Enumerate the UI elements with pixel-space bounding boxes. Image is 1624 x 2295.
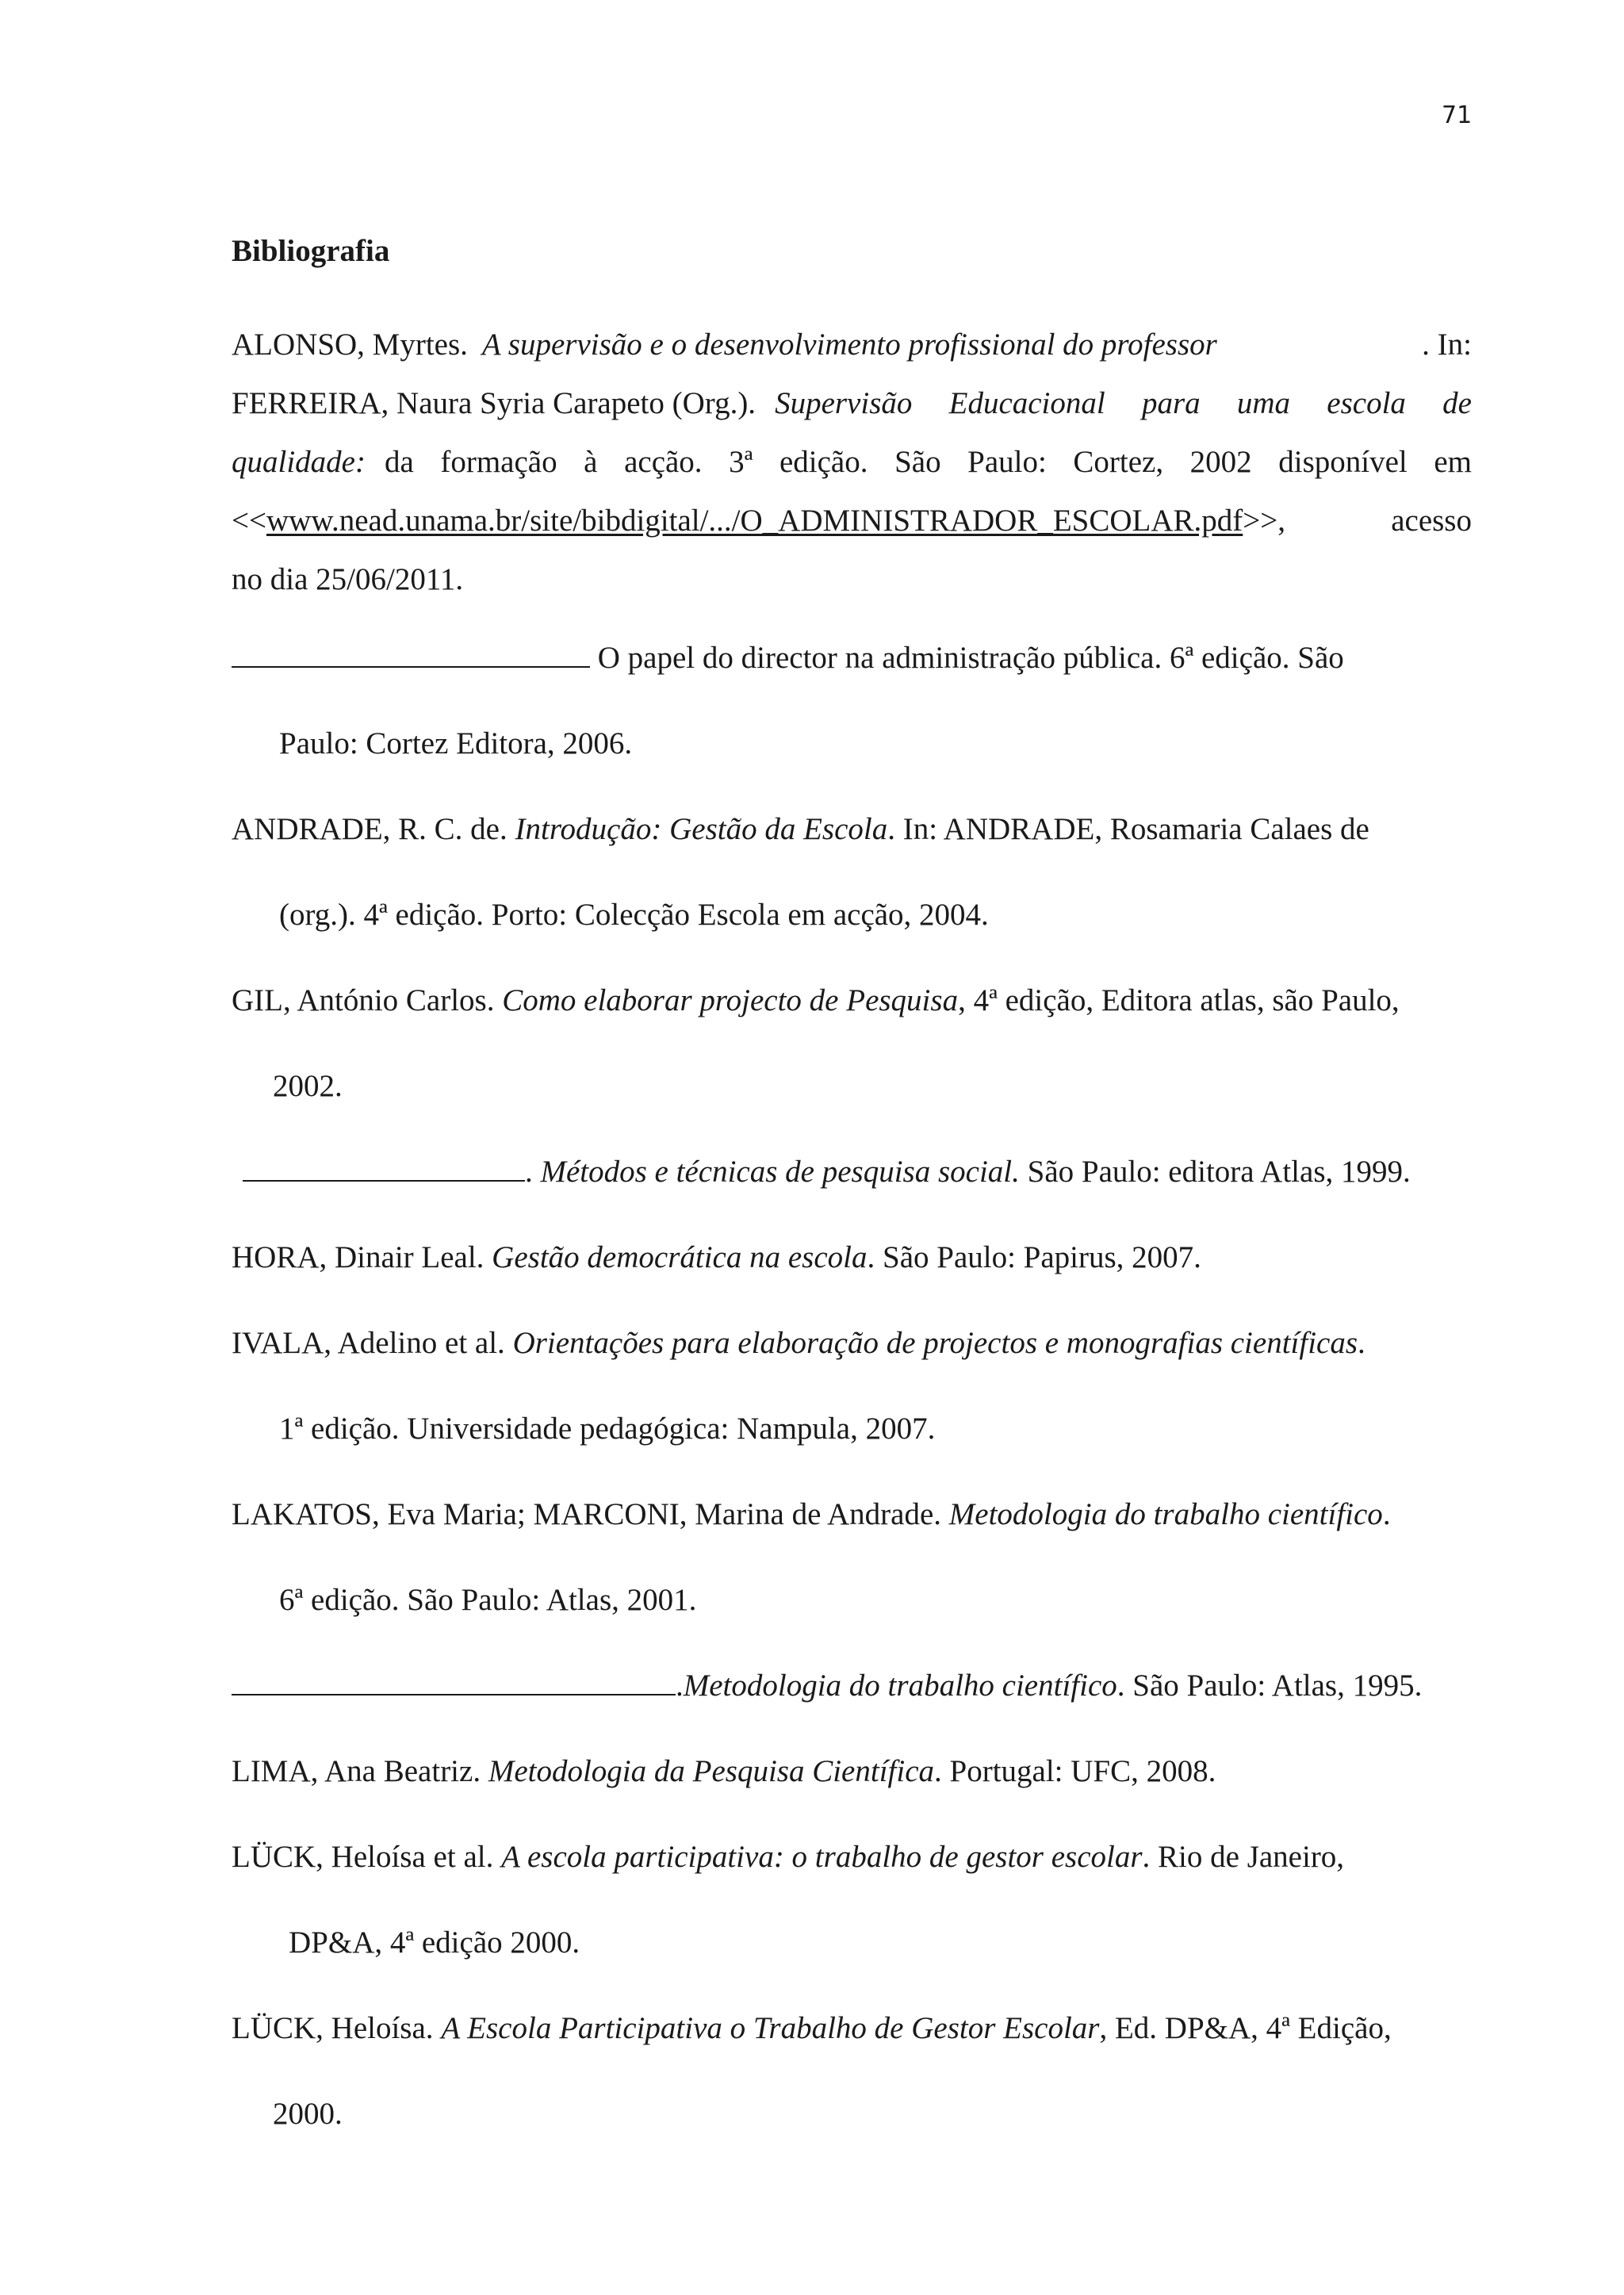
bib-book-title-end: qualidade: xyxy=(232,445,366,479)
bib-access: acesso xyxy=(1391,504,1472,538)
bib-line xyxy=(232,1240,1201,1274)
bib-author: LAKATOS, Eva Maria; MARCONI, Marina de Andrade. xyxy=(232,1497,942,1531)
bib-work-title: A supervisão e o desenvolvimento profissional do professor xyxy=(481,328,1217,362)
bib-text: , 4ª edição, Editora atlas, são Paulo, xyxy=(958,983,1400,1017)
bib-text: São Paulo: editora Atlas, 1999. xyxy=(1027,1155,1411,1189)
bib-text: . Portugal: UFC, 2008. xyxy=(934,1754,1216,1788)
bib-author: LÜCK, Heloísa. xyxy=(232,2011,434,2045)
bib-work-title: Métodos e técnicas de pesquisa social. xyxy=(540,1155,1020,1189)
bib-line: 2000. xyxy=(273,2097,343,2131)
bib-publication: da formação à acção. 3ª edição. São Paulo: Cortez, 2002 disponível em xyxy=(384,445,1472,479)
bib-line: 2002. xyxy=(273,1069,343,1103)
bib-work-title: Introdução: Gestão da Escola xyxy=(515,812,888,846)
bib-entry-lakatos-2 xyxy=(232,1643,1472,1729)
bib-entry-gil xyxy=(232,958,1472,1129)
bib-text: >>, xyxy=(1243,504,1286,538)
bib-url-link[interactable]: www.nead.unama.br/site/bibdigital/.../O_ADMINISTRADOR_ESCOLAR.pdf xyxy=(266,504,1243,538)
bib-work-title: Metodologia do trabalho científico xyxy=(948,1497,1383,1531)
bib-entry-luck-2 xyxy=(232,1986,1472,2157)
bib-line xyxy=(232,1814,1472,1900)
bib-line xyxy=(232,1301,1472,1386)
bib-text: . xyxy=(676,1669,684,1703)
section-title: Bibliografia xyxy=(232,234,390,268)
bib-text: . xyxy=(1382,1497,1391,1531)
bib-author: IVALA, Adelino et al. xyxy=(232,1326,505,1360)
bib-entry-alonso xyxy=(232,316,1472,609)
bib-line: 1ª edição. Universidade pedagógica: Nampula, 2007. xyxy=(279,1412,936,1446)
bib-line xyxy=(232,958,1472,1044)
bib-text: . São Paulo: Papirus, 2007. xyxy=(867,1240,1201,1274)
bib-entry-lima xyxy=(232,1729,1472,1814)
bib-url-wrap xyxy=(232,492,1285,550)
bib-work-title: Gestão democrática na escola xyxy=(492,1240,868,1274)
bib-line xyxy=(232,492,1472,550)
bib-line xyxy=(232,615,1472,701)
bib-line: (org.). 4ª edição. Porto: Colecção Escola em acção, 2004. xyxy=(279,898,989,932)
bib-work-title: Metodologia do trabalho científico xyxy=(683,1669,1117,1703)
bib-entry-ivala xyxy=(232,1301,1472,1472)
bib-line: DP&A, 4ª edição 2000. xyxy=(289,1925,580,1960)
bib-author: LÜCK, Heloísa et al. xyxy=(232,1840,494,1874)
bib-line xyxy=(232,1669,1422,1703)
bib-author: LIMA, Ana Beatriz. xyxy=(232,1754,481,1788)
bib-author: HORA, Dinair Leal. xyxy=(232,1240,485,1274)
bib-line xyxy=(232,1754,1216,1788)
bib-line xyxy=(232,1155,1411,1189)
bib-work-title: A Escola Participativa o Trabalho de Gestor Escolar xyxy=(441,2011,1100,2045)
bib-entry-luck-1 xyxy=(232,1814,1472,1986)
bib-line xyxy=(232,1986,1472,2071)
bib-entry-gil-2 xyxy=(232,1129,1472,1215)
bib-work-title: Como elaborar projecto de Pesquisa xyxy=(502,983,959,1017)
bib-book-title-part: Supervisão Educacional para uma escola de xyxy=(775,386,1472,420)
bib-entry-hora xyxy=(232,1215,1472,1301)
bib-text: << xyxy=(232,504,266,538)
bib-line xyxy=(232,316,1472,374)
bib-entry-lakatos xyxy=(232,1472,1472,1643)
bib-entry-andrade xyxy=(232,787,1472,958)
bib-author: ALONSO, Myrtes. xyxy=(232,328,468,362)
bib-line: 6ª edição. São Paulo: Atlas, 2001. xyxy=(279,1583,697,1617)
bib-line xyxy=(232,374,1472,433)
bib-entry-alonso-2 xyxy=(232,615,1472,787)
bib-text: , Ed. DP&A, 4ª Edição, xyxy=(1099,2011,1392,2045)
bib-text: . xyxy=(1358,1326,1365,1360)
bib-text: . Rio de Janeiro, xyxy=(1142,1840,1345,1874)
bib-author: ANDRADE, R. C. de. xyxy=(232,812,508,846)
bib-editor: FERREIRA, Naura Syria Carapeto (Org.). xyxy=(232,386,756,420)
bib-text: . In: xyxy=(1422,328,1472,362)
author-repeat-rule xyxy=(243,1152,525,1182)
bib-line xyxy=(232,1472,1472,1557)
bib-access-date: no dia 25/06/2011. xyxy=(232,562,464,596)
bib-work-title: Metodologia da Pesquisa Científica xyxy=(488,1754,935,1788)
bib-work-title: Orientações para elaboração de projectos e monografias científicas xyxy=(512,1326,1358,1360)
bib-author: GIL, António Carlos. xyxy=(232,983,495,1017)
bib-line xyxy=(232,550,1472,609)
author-repeat-rule xyxy=(232,638,590,668)
bib-line xyxy=(232,787,1472,872)
author-repeat-rule xyxy=(232,1666,676,1695)
bib-text: . In: ANDRADE, Rosamaria Calaes de xyxy=(887,812,1369,846)
bib-text: . xyxy=(525,1155,533,1189)
bib-work-title: A escola participativa: o trabalho de gestor escolar xyxy=(501,1840,1143,1874)
bibliography-list xyxy=(232,316,1472,2157)
bib-text: O papel do director na administração pública. 6ª edição. São xyxy=(597,641,1344,675)
bib-text: . São Paulo: Atlas, 1995. xyxy=(1116,1669,1423,1703)
bib-line xyxy=(232,433,1472,492)
page-number: 71 xyxy=(1442,102,1473,129)
bib-line: Paulo: Cortez Editora, 2006. xyxy=(279,726,633,761)
